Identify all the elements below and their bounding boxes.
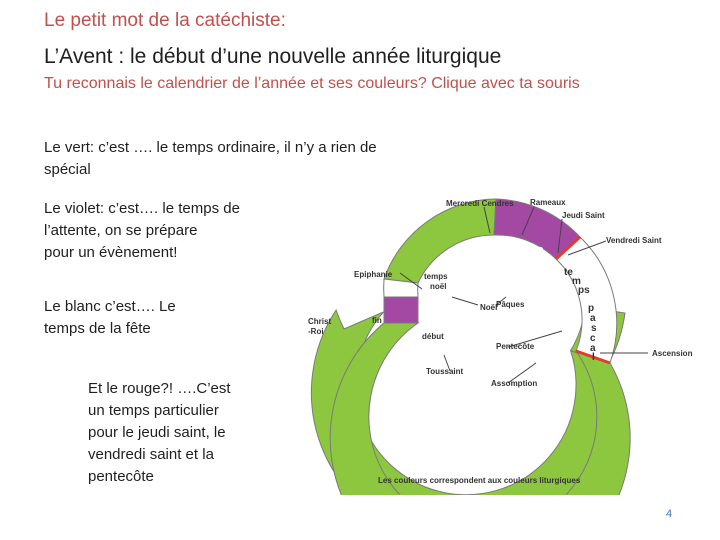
paragraph-line: temps de la fête bbox=[44, 320, 151, 337]
label-pentecote: Pentecôte bbox=[496, 342, 535, 351]
slide-number: 4 bbox=[666, 508, 673, 520]
liturgical-calendar-diagram[interactable] bbox=[300, 185, 720, 495]
diagram-caption: Les couleurs correspondent aux couleurs liturgiques bbox=[378, 476, 581, 485]
label-paques: Pâques bbox=[496, 300, 525, 309]
label-fin: fin bbox=[372, 316, 382, 325]
advent-segment[interactable] bbox=[384, 297, 418, 323]
label-avent: avent bbox=[422, 309, 443, 318]
paragraph-line: Le violet: c’est…. le temps de bbox=[44, 200, 240, 217]
instruction-subtitle: Tu reconnais le calendrier de l’année et ses couleurs? Clique avec ta souris bbox=[44, 75, 580, 92]
label-rameaux: Rameaux bbox=[530, 198, 566, 207]
ordinary-time-top-segment[interactable] bbox=[384, 199, 496, 283]
temps-pascal-letter: s bbox=[591, 323, 597, 334]
liturgical-calendar-svg[interactable] bbox=[300, 185, 720, 495]
label-debut: début bbox=[422, 332, 444, 341]
temps-pascal-letter: m bbox=[572, 276, 581, 287]
label-temps-noel-2: noël bbox=[430, 282, 447, 291]
temps-pascal-letter: p bbox=[588, 303, 595, 314]
label-epiphanie: Epiphanie bbox=[354, 270, 393, 279]
page-title: L’Avent : le début d’une nouvelle année liturgique bbox=[44, 45, 502, 68]
label-noel: Noël bbox=[480, 303, 498, 312]
paragraph-line: Le vert: c’est …. le temps ordinaire, il n’y a rien de bbox=[44, 139, 377, 156]
paragraph-line: pentecôte bbox=[88, 468, 154, 485]
paragraph-line: vendredi saint et la bbox=[88, 446, 214, 463]
label-careme: carême bbox=[505, 244, 544, 256]
paragraph-line: Et le rouge?! ….C’est bbox=[88, 380, 231, 397]
paragraph-line: pour le jeudi saint, le bbox=[88, 424, 226, 441]
temps-pascal-letter: te bbox=[564, 267, 573, 278]
temps-pascal-letter: c bbox=[590, 333, 596, 344]
paragraph-line: spécial bbox=[44, 161, 91, 178]
easter-season-segment[interactable] bbox=[556, 237, 617, 363]
temps-pascal-letter: l bbox=[592, 352, 595, 363]
temps-pascal-letter: a bbox=[590, 343, 596, 354]
label-christ-roi-1: Christ bbox=[308, 317, 332, 326]
paragraph-green bbox=[44, 137, 377, 181]
paragraph-line: pour un évènement! bbox=[44, 244, 178, 261]
label-ascension: Ascension bbox=[652, 349, 693, 358]
label-temps-noel-1: temps bbox=[424, 272, 448, 281]
label-assomption: Assomption bbox=[491, 379, 538, 388]
paragraph-violet bbox=[44, 198, 240, 264]
label-christ-roi-2: -Roi bbox=[308, 327, 324, 336]
label-vendredi-saint: Vendredi Saint bbox=[606, 236, 662, 245]
label-temps-ordinaire-bottom: temps ordinaire bbox=[448, 435, 524, 446]
paragraph-line: un temps particulier bbox=[88, 402, 219, 419]
label-temps-ordinaire-top-2: ordinaire bbox=[452, 255, 487, 264]
label-mercredi-cendres: Mercredi Cendres bbox=[446, 199, 514, 208]
label-temps-ordinaire-top-1: temps bbox=[458, 245, 482, 254]
temps-pascal-letter: ps bbox=[578, 285, 590, 296]
paragraph-line: Le blanc c’est…. Le bbox=[44, 298, 176, 315]
temps-pascal-letter: a bbox=[590, 313, 596, 324]
paragraph-line: l’attente, on se prépare bbox=[44, 222, 198, 239]
paragraph-red bbox=[88, 378, 231, 488]
kicker-title: Le petit mot de la catéchiste: bbox=[44, 10, 286, 31]
label-toussaint: Toussaint bbox=[426, 367, 464, 376]
label-jeudi-saint: Jeudi Saint bbox=[562, 211, 605, 220]
paragraph-white bbox=[44, 296, 176, 340]
